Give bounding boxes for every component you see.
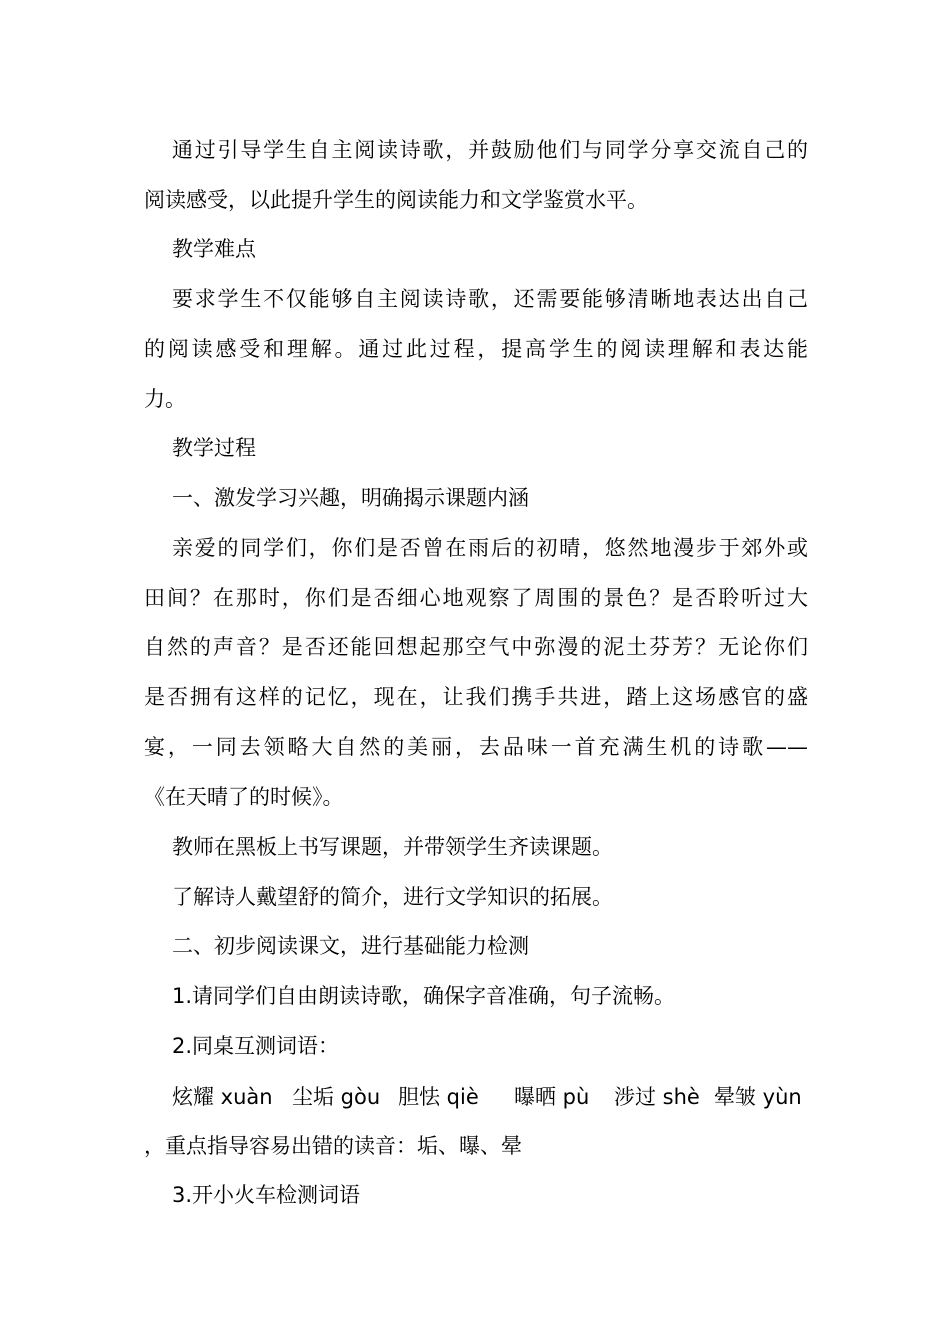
vocab-item: 炫耀 xuàn bbox=[172, 1085, 273, 1109]
step-title: 二、初步阅读课文，进行基础能力检测 bbox=[172, 934, 529, 958]
list-item: 3.开小火车检测词语 bbox=[172, 1183, 361, 1207]
paragraph-line: 了解诗人戴望舒的简介，进行文学知识的拓展。 bbox=[172, 885, 613, 909]
section-heading: 教学难点 bbox=[172, 237, 256, 261]
vocab-item: 曝晒 pù bbox=[514, 1085, 590, 1109]
paragraph-line: 阅读感受，以此提升学生的阅读能力和文学鉴赏水平。 bbox=[144, 188, 648, 212]
list-item: 1.请同学们自由朗读诗歌，确保字音准确，句子流畅。 bbox=[172, 984, 676, 1008]
paragraph-line: 的阅读感受和理解。通过此过程，提高学生的阅读理解和表达能 bbox=[144, 337, 808, 361]
paragraph-line: ，重点指导容易出错的读音：垢、曝、晕 bbox=[144, 1134, 522, 1158]
paragraph-line: 要求学生不仅能够自主阅读诗歌，还需要能够清晰地表达出自己 bbox=[172, 287, 808, 311]
step-title: 一、激发学习兴趣，明确揭示课题内涵 bbox=[172, 486, 529, 510]
paragraph-line: 是否拥有这样的记忆，现在，让我们携手共进，踏上这场感官的盛 bbox=[144, 685, 808, 709]
list-item: 2.同桌互测词语： bbox=[172, 1034, 340, 1058]
paragraph-line: 田间？在那时，你们是否细心地观察了周围的景色？是否聆听过大 bbox=[144, 586, 808, 610]
vocab-row bbox=[172, 1077, 808, 1117]
paragraph-line: 《在天晴了的时候》。 bbox=[144, 785, 344, 809]
paragraph-line: 教师在黑板上书写课题，并带领学生齐读课题。 bbox=[172, 835, 613, 859]
paragraph-line: 自然的声音？是否还能回想起那空气中弥漫的泥土芬芳？无论你们 bbox=[144, 635, 808, 659]
section-heading: 教学过程 bbox=[172, 436, 256, 460]
vocab-item: 胆怯 qiè bbox=[398, 1085, 479, 1109]
paragraph-line: 通过引导学生自主阅读诗歌，并鼓励他们与同学分享交流自己的 bbox=[172, 138, 808, 162]
vocab-item: 涉过 shè bbox=[614, 1085, 700, 1109]
vocab-item: 晕皱 yùn bbox=[714, 1085, 802, 1109]
paragraph-line: 亲爱的同学们，你们是否曾在雨后的初晴，悠然地漫步于郊外或 bbox=[172, 536, 808, 560]
paragraph-line: 宴，一同去领略大自然的美丽，去品味一首充满生机的诗歌—— bbox=[144, 735, 808, 759]
vocab-item: 尘垢 gòu bbox=[292, 1085, 381, 1109]
paragraph-line: 力。 bbox=[144, 387, 186, 411]
